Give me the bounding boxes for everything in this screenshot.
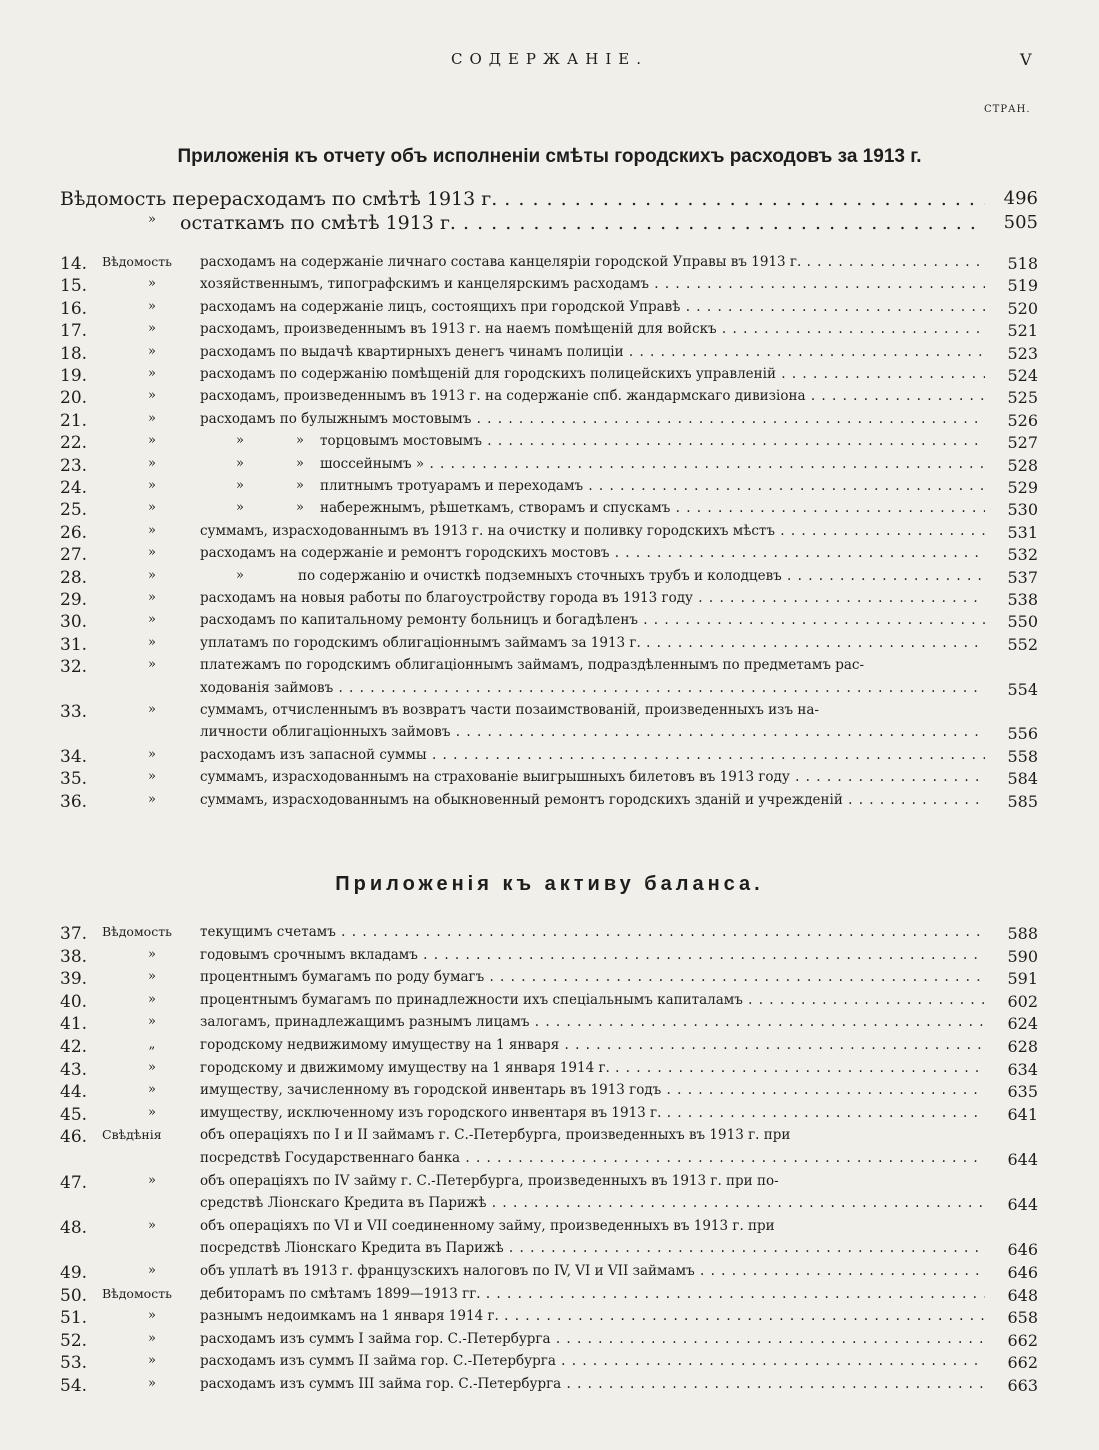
entry-page: 602	[1007, 991, 1038, 1011]
entry-title: процентнымъ бумагамъ по принадлежности ихъ спеціальнымъ капиталамъ . . .	[200, 992, 985, 1014]
toc-entry	[0, 657, 1099, 679]
entry-page: 591	[1007, 969, 1038, 989]
toc-entry	[0, 769, 1099, 791]
entry-number: 21.	[60, 410, 88, 431]
ditto-mark: »	[148, 1217, 156, 1233]
entry-number: 17.	[60, 321, 88, 342]
entry-number: 50.	[60, 1285, 88, 1306]
toc-entry	[0, 1331, 1099, 1353]
ditto-mark: »	[148, 1330, 156, 1346]
entry-title: расходамъ, произведеннымъ въ 1913 г. на наемъ помѣщеній для войскъ . . .	[200, 321, 985, 343]
entry-number: 16.	[60, 298, 88, 319]
entry-title: текущимъ счетамъ . . .	[200, 924, 985, 946]
ditto-mark: »	[148, 1308, 156, 1324]
entry-title: суммамъ, израсходованнымъ на обыкновенный ремонтъ городскихъ зданій и учрежденій . . .	[200, 792, 985, 814]
entry-number: 29.	[60, 590, 88, 610]
ditto-mark: »	[148, 366, 156, 381]
ditto-mark: »	[148, 1104, 156, 1120]
entry-page: 554	[1007, 679, 1038, 699]
entry-title: залогамъ, принадлежащимъ разнымъ лицамъ . . .	[200, 1014, 985, 1036]
ditto-mark: »	[148, 545, 156, 561]
entry-number: 53.	[60, 1353, 88, 1374]
entry-number: 15.	[60, 276, 88, 297]
entry-kind: Свѣдѣнія	[102, 1127, 162, 1143]
entry-title: остаткамъ по смѣтѣ 1913 г. . . .	[180, 212, 985, 234]
entry-number: 24.	[60, 478, 88, 498]
entry-title: плитнымъ тротуарамъ и переходамъ . . .	[320, 478, 985, 500]
entry-title: объ операціяхъ по IV займу г. С.-Петербурга, произведенныхъ въ 1913 г. при по-	[200, 1172, 779, 1189]
entry-title: посредствѣ Государственнаго банка . . .	[200, 1150, 985, 1172]
entry-title: платежамъ по городскимъ облигаціоннымъ займамъ, подраздѣленнымъ по предметамъ рас-	[200, 657, 865, 674]
entry-number: 49.	[60, 1263, 88, 1283]
ditto-mark: »	[296, 455, 304, 471]
toc-entry	[0, 254, 1099, 276]
entry-number: 42.	[60, 1037, 88, 1057]
toc-entry	[0, 590, 1099, 612]
ditto-mark: »	[148, 298, 156, 314]
entry-page: 585	[1007, 791, 1038, 811]
ditto-mark: »	[148, 1059, 156, 1075]
ditto-mark: »	[148, 1263, 156, 1278]
entry-title: ходованія займовъ . . .	[200, 680, 985, 702]
entry-number: 27.	[60, 545, 88, 566]
toc-entry	[0, 724, 1099, 746]
entry-title: уплатамъ по городскимъ облигаціоннымъ займамъ за 1913 г. . . .	[200, 635, 985, 657]
ditto-mark: »	[236, 433, 244, 449]
running-head: СОДЕРЖАНІЕ.	[451, 50, 648, 68]
entry-number: 18.	[60, 343, 88, 364]
entry-title: суммамъ, отчисленнымъ въ возвратъ части позаимствованій, произведенныхъ изъ на-	[200, 702, 819, 718]
ditto-mark: »	[148, 991, 156, 1007]
ditto-mark: »	[296, 500, 304, 516]
entry-page: 624	[1007, 1014, 1038, 1034]
ditto-mark: »	[148, 1353, 156, 1369]
ditto-mark: »	[296, 478, 304, 493]
entry-title: годовымъ срочнымъ вкладамъ . . .	[200, 947, 985, 969]
ditto-mark: »	[148, 1082, 156, 1098]
entry-number: 34.	[60, 746, 88, 767]
toc-entry	[0, 924, 1099, 946]
entry-page: 628	[1007, 1037, 1038, 1056]
toc-entry	[0, 1195, 1099, 1217]
entry-page: 523	[1007, 343, 1038, 363]
entry-number: 44.	[60, 1082, 88, 1103]
entry-title: личности облигаціонныхъ займовъ . . .	[200, 724, 985, 746]
entry-page: 529	[1007, 478, 1038, 497]
entry-number: 54.	[60, 1376, 88, 1396]
entry-title: расходамъ по выдачѣ квартирныхъ денегъ чинамъ полиціи . . .	[200, 344, 985, 366]
toc-entry	[0, 1218, 1099, 1240]
entry-title: расходамъ по содержанію помѣщеній для городскихъ полицейскихъ управленій . . .	[200, 366, 985, 388]
entry-title: расходамъ на содержаніе личнаго состава канцеляріи городской Управы въ 1913 г. . . .	[200, 254, 985, 276]
entry-number: 40.	[60, 991, 88, 1012]
toc-entry	[0, 1060, 1099, 1082]
toc-entry	[0, 1240, 1099, 1262]
entry-page: 644	[1007, 1150, 1038, 1169]
toc-entry	[0, 1173, 1099, 1195]
entry-number: 20.	[60, 388, 88, 409]
entry-number: 32.	[60, 657, 88, 678]
entry-number: 41.	[60, 1014, 88, 1035]
entry-title: расходамъ изъ суммъ III займа гор. С.-Петербурга . . .	[200, 1376, 985, 1398]
entry-title: хозяйственнымъ, типографскимъ и канцелярскимъ расходамъ . . .	[200, 276, 985, 298]
entry-page: 526	[1007, 410, 1038, 430]
toc-entry	[0, 1082, 1099, 1104]
entry-page: 658	[1007, 1308, 1038, 1328]
entry-page: 646	[1007, 1240, 1038, 1260]
ditto-mark: »	[148, 657, 156, 673]
ditto-mark: „	[148, 1037, 156, 1052]
section-title-assets: Приложенія къ активу баланса.	[335, 873, 764, 895]
entry-page: 518	[1007, 254, 1038, 273]
toc-entry	[0, 299, 1099, 321]
toc-entry	[0, 635, 1099, 657]
toc-entry	[0, 433, 1099, 455]
entry-number: 46.	[60, 1127, 88, 1148]
entry-number: 35.	[60, 769, 88, 790]
entry-number: 43.	[60, 1059, 88, 1080]
entry-title: расходамъ на содержаніе и ремонтъ городскихъ мостовъ . . .	[200, 545, 985, 567]
toc-entry	[0, 411, 1099, 433]
entry-kind: Вѣдомость	[102, 924, 172, 939]
entry-page: 644	[1007, 1195, 1038, 1215]
ditto-mark: »	[148, 321, 156, 337]
toc-entry	[0, 992, 1099, 1014]
entry-page: 590	[1007, 946, 1038, 966]
entry-page: 525	[1007, 388, 1038, 408]
entry-page: 641	[1007, 1104, 1038, 1124]
page-number: V	[1020, 50, 1032, 69]
entry-number: 37.	[60, 924, 88, 944]
ditto-mark: »	[148, 946, 156, 962]
toc-entry	[0, 212, 1099, 234]
entry-page: 646	[1007, 1263, 1038, 1282]
entry-title: шоссейнымъ » . . .	[320, 456, 985, 478]
ditto-mark: »	[148, 590, 156, 605]
entry-page: 528	[1007, 455, 1038, 475]
toc-entry	[0, 188, 1099, 210]
entry-page: 588	[1007, 924, 1038, 943]
ditto-mark: »	[148, 343, 156, 359]
entry-title: расходамъ изъ суммъ II займа гор. С.-Петербурга . . .	[200, 1353, 985, 1375]
ditto-mark: »	[148, 1014, 156, 1030]
ditto-mark: »	[148, 433, 156, 449]
entry-number: 33.	[60, 702, 88, 722]
entry-page: 550	[1007, 612, 1038, 632]
entry-number: 23.	[60, 455, 88, 476]
toc-entry	[0, 680, 1099, 702]
page-column-label: СТРАН.	[984, 104, 1031, 115]
ditto-mark: »	[148, 212, 156, 227]
toc-entry	[0, 1127, 1099, 1149]
toc-entry	[0, 344, 1099, 366]
entry-title: объ уплатѣ въ 1913 г. французскихъ налоговъ по IV, VI и VII займамъ . . .	[200, 1263, 985, 1285]
entry-page: 538	[1007, 590, 1038, 609]
entry-title: посредствѣ Ліонскаго Кредита въ Парижѣ . . .	[200, 1240, 985, 1262]
entry-page: 634	[1007, 1059, 1038, 1079]
entry-page: 584	[1007, 769, 1038, 789]
toc-entry	[0, 1263, 1099, 1285]
ditto-mark: »	[236, 567, 244, 583]
entry-page: 519	[1007, 276, 1038, 296]
toc-entry	[0, 1037, 1099, 1059]
toc-entry	[0, 568, 1099, 590]
toc-entry	[0, 321, 1099, 343]
entry-page: 556	[1007, 724, 1038, 744]
entry-number: 51.	[60, 1308, 88, 1329]
entry-title: дебиторамъ по смѣтамъ 1899—1913 гг. . . .	[200, 1286, 985, 1308]
toc-entry	[0, 1286, 1099, 1308]
ditto-mark: »	[236, 500, 244, 516]
entry-number: 36.	[60, 791, 88, 812]
entry-title: городскому недвижимому имуществу на 1 января . . .	[200, 1037, 985, 1059]
toc-entry	[0, 456, 1099, 478]
entry-title: расходамъ изъ запасной суммы . . .	[200, 747, 985, 769]
entry-number: 25.	[60, 500, 88, 521]
entry-number: 28.	[60, 567, 88, 588]
entry-page: 530	[1007, 500, 1038, 520]
entry-title: суммамъ, израсходованнымъ на страхованіе выигрышныхъ билетовъ въ 1913 году . . .	[200, 769, 985, 791]
entry-kind: Вѣдомость	[102, 254, 172, 269]
entry-title: расходамъ изъ суммъ I займа гор. С.-Петербурга . . .	[200, 1331, 985, 1353]
entry-title: расходамъ по капитальному ремонту больницъ и богадѣленъ . . .	[200, 612, 985, 634]
entry-page: 663	[1007, 1376, 1038, 1395]
ditto-mark: »	[148, 455, 156, 471]
entry-number: 45.	[60, 1104, 88, 1125]
entry-title: расходамъ на новыя работы по благоустройству города въ 1913 году . . .	[200, 590, 985, 612]
entry-title: разнымъ недоимкамъ на 1 января 1914 г. . . .	[200, 1308, 985, 1330]
entry-number: 31.	[60, 634, 88, 655]
ditto-mark: »	[148, 969, 156, 985]
section-title-expenses: Приложенія къ отчету объ исполненіи смѣты городскихъ расходовъ за 1913 г.	[177, 146, 922, 167]
entry-title: набережнымъ, рѣшеткамъ, створамъ и спускамъ . . .	[320, 500, 985, 522]
ditto-mark: »	[148, 410, 156, 426]
ditto-mark: »	[148, 612, 156, 628]
entry-number: 47.	[60, 1172, 88, 1193]
ditto-mark: »	[148, 634, 156, 650]
entry-title: расходамъ по булыжнымъ мостовымъ . . .	[200, 411, 985, 433]
entry-page: 521	[1007, 321, 1038, 341]
entry-page: 552	[1007, 634, 1038, 654]
entry-title: имуществу, зачисленному въ городской инвентарь въ 1913 годъ . . .	[200, 1082, 985, 1104]
ditto-mark: »	[296, 433, 304, 449]
toc-entry	[0, 276, 1099, 298]
entry-page: 648	[1007, 1285, 1038, 1305]
entry-page: 505	[1003, 212, 1038, 233]
entry-number: 19.	[60, 366, 88, 386]
entry-page: 662	[1007, 1330, 1038, 1350]
ditto-mark: »	[148, 522, 156, 538]
entry-title: расходамъ, произведеннымъ въ 1913 г. на содержаніе спб. жандармскаго дивизіона . . .	[200, 388, 985, 410]
ditto-mark: »	[148, 769, 156, 785]
ditto-mark: »	[148, 388, 156, 404]
toc-entry	[0, 523, 1099, 545]
entry-number: 52.	[60, 1330, 88, 1351]
toc-entry	[0, 1353, 1099, 1375]
toc-entry	[0, 388, 1099, 410]
entry-title: средствѣ Ліонскаго Кредита въ Парижѣ . . .	[200, 1195, 985, 1217]
entry-number: 22.	[60, 433, 88, 454]
entry-page: 496	[1003, 188, 1038, 209]
ditto-mark: »	[148, 1172, 156, 1188]
entry-number: 48.	[60, 1217, 88, 1238]
toc-entry	[0, 478, 1099, 500]
entry-page: 524	[1007, 366, 1038, 385]
entry-title: Вѣдомость перерасходамъ по смѣтѣ 1913 г. . . .	[60, 188, 985, 210]
toc-entry	[0, 1014, 1099, 1036]
entry-number: 38.	[60, 946, 88, 967]
toc-entry	[0, 947, 1099, 969]
entry-number: 30.	[60, 612, 88, 633]
entry-page: 532	[1007, 545, 1038, 565]
entry-page: 635	[1007, 1082, 1038, 1102]
entry-kind: Вѣдомость	[102, 1285, 172, 1301]
entry-page: 531	[1007, 522, 1038, 542]
ditto-mark: »	[236, 478, 244, 493]
toc-entry	[0, 1308, 1099, 1330]
toc-entry	[0, 702, 1099, 724]
ditto-mark: »	[148, 746, 156, 762]
entry-page: 520	[1007, 298, 1038, 318]
entry-title: суммамъ, израсходованнымъ въ 1913 г. на очистку и поливку городскихъ мѣстъ . . .	[200, 523, 985, 545]
toc-entry	[0, 612, 1099, 634]
toc-entry	[0, 969, 1099, 991]
toc-entry	[0, 1150, 1099, 1172]
ditto-mark: »	[148, 1376, 156, 1391]
entry-title: процентнымъ бумагамъ по роду бумагъ . . .	[200, 969, 985, 991]
entry-title: объ операціяхъ по VI и VII соединенному займу, произведенныхъ въ 1913 г. при	[200, 1217, 775, 1234]
entry-number: 14.	[60, 254, 88, 274]
toc-entry	[0, 1376, 1099, 1398]
ditto-mark: »	[148, 791, 156, 807]
entry-page: 537	[1007, 567, 1038, 587]
ditto-mark: »	[148, 567, 156, 583]
ditto-mark: »	[148, 276, 156, 292]
ditto-mark: »	[148, 500, 156, 516]
toc-entry	[0, 545, 1099, 567]
entry-page: 558	[1007, 746, 1038, 766]
entry-title: городскому и движимому имуществу на 1 января 1914 г. . . .	[200, 1060, 985, 1082]
entry-title: по содержанію и очисткѣ подземныхъ сточныхъ трубъ и колодцевъ . . .	[298, 568, 985, 590]
ditto-mark: »	[148, 478, 156, 493]
entry-title: расходамъ на содержаніе лицъ, состоящихъ при городской Управѣ . . .	[200, 299, 985, 321]
entry-number: 26.	[60, 522, 88, 543]
entry-page: 527	[1007, 433, 1038, 453]
entry-title: торцовымъ мостовымъ . . .	[320, 433, 985, 455]
toc-entry	[0, 747, 1099, 769]
toc-entry	[0, 1105, 1099, 1127]
toc-entry	[0, 792, 1099, 814]
entry-title: имуществу, исключенному изъ городского инвентаря въ 1913 г. . . .	[200, 1105, 985, 1127]
toc-entry	[0, 500, 1099, 522]
entry-title: объ операціяхъ по I и II займамъ г. С.-Петербурга, произведенныхъ въ 1913 г. при	[200, 1127, 791, 1144]
toc-entry	[0, 366, 1099, 388]
entry-page: 662	[1007, 1353, 1038, 1373]
ditto-mark: »	[236, 455, 244, 471]
ditto-mark: »	[148, 702, 156, 717]
entry-number: 39.	[60, 969, 88, 990]
